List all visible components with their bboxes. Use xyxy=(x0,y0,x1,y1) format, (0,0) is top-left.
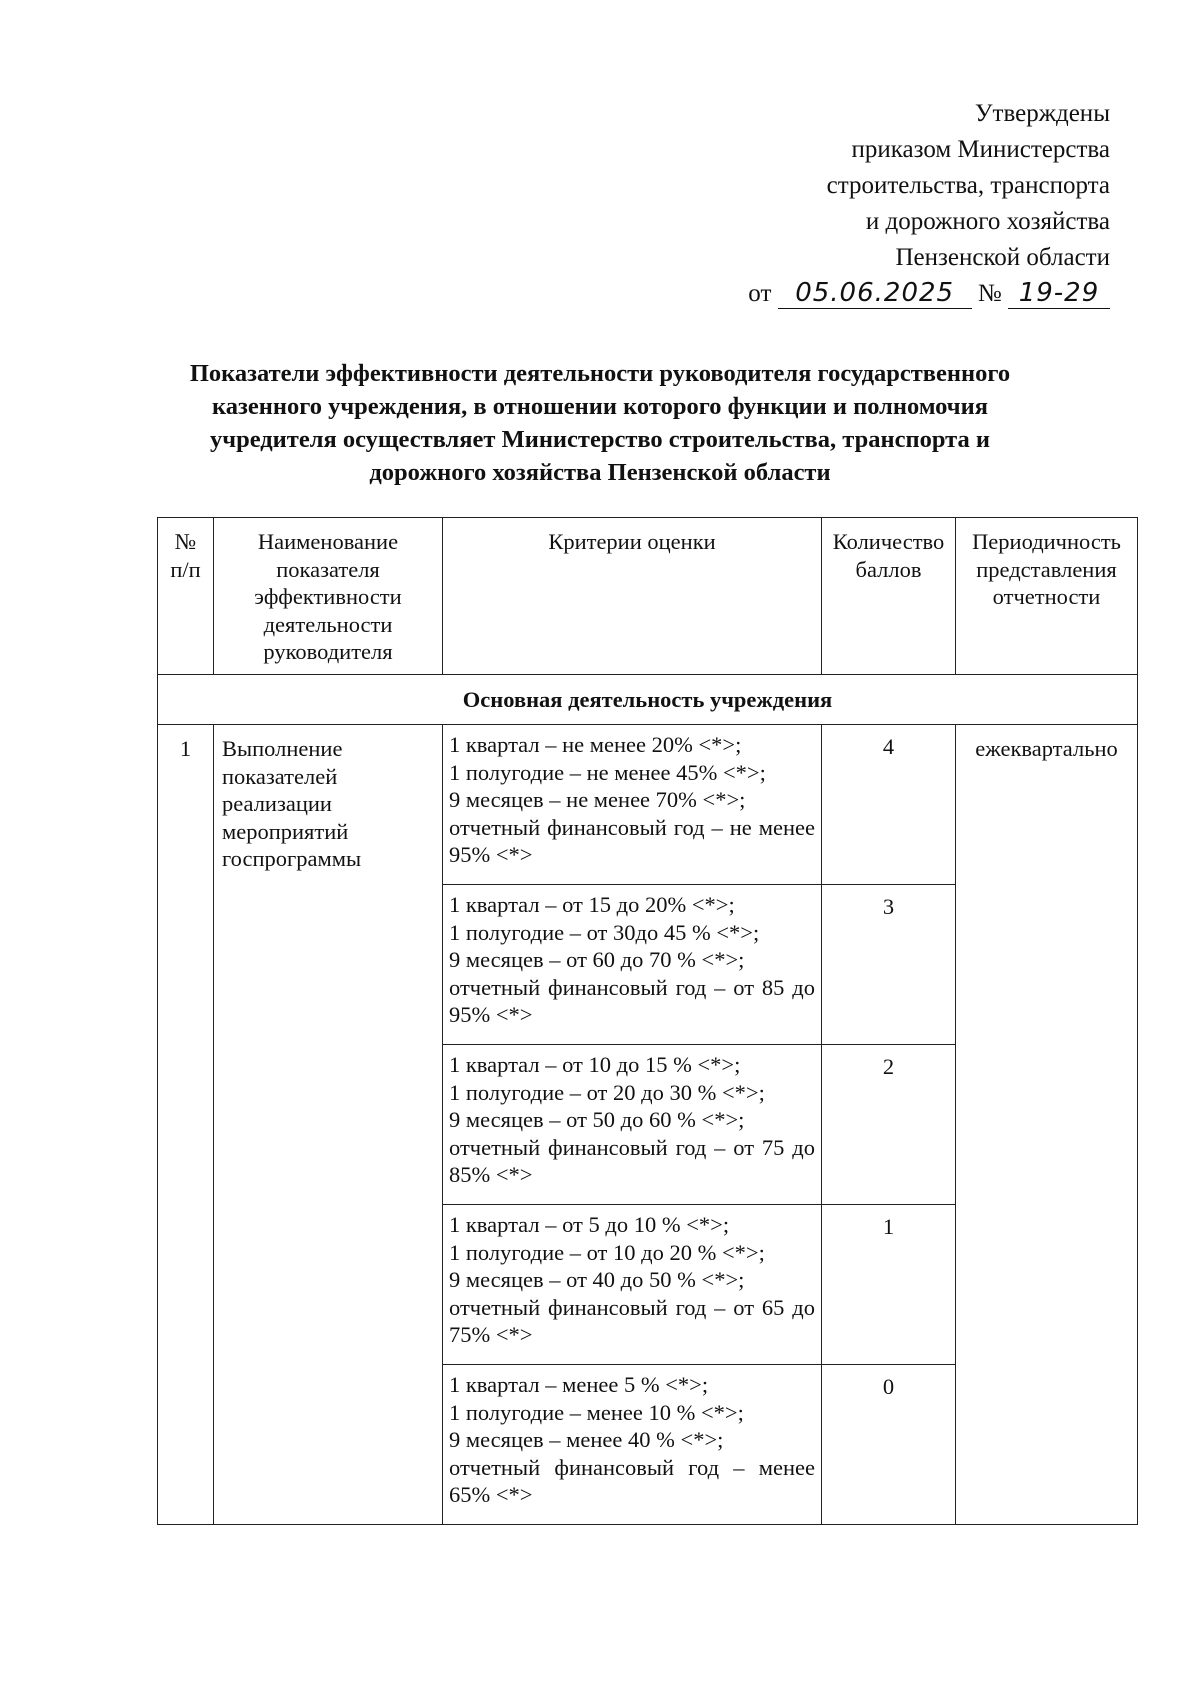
date-prefix: от xyxy=(748,280,772,307)
header-period: Периодичность представления отчетности xyxy=(956,518,1138,675)
approval-line: и дорожного хозяйства xyxy=(865,208,1110,235)
points-cell: 1 xyxy=(822,1205,956,1365)
row-number: 1 xyxy=(158,725,214,1525)
approval-date-line xyxy=(748,276,1110,312)
handwritten-number: 19-29 xyxy=(1008,278,1110,309)
section-title: Основная деятельность учреждения xyxy=(158,675,1138,725)
period-cell: ежеквартально xyxy=(956,725,1138,1525)
approval-block xyxy=(748,96,1110,312)
approval-line: Пензенской области xyxy=(895,244,1110,271)
header-name: Наименование показателя эффективности деятельности руководителя xyxy=(214,518,443,675)
criteria-cell: 1 квартал – менее 5 % <*>; 1 полугодие – менее 10 % <*>; 9 месяцев – менее 40 % <*>; отчетный финансовый год – менее 65% <*> xyxy=(443,1365,822,1525)
header-criteria: Критерии оценки xyxy=(443,518,822,675)
title-line: Показатели эффективности деятельности руководителя государственного xyxy=(189,360,1011,387)
criteria-cell: 1 квартал – от 5 до 10 % <*>; 1 полугодие – от 10 до 20 % <*>; 9 месяцев – от 40 до 50 % <*>; отчетный финансовый год – от 65 до 75% <*> xyxy=(443,1205,822,1365)
table-header-row xyxy=(158,518,1138,675)
header-num: № п/п xyxy=(158,518,214,675)
title-line: учредителя осуществляет Министерство строительства, транспорта и xyxy=(210,426,990,453)
criteria-cell: 1 квартал – от 15 до 20% <*>; 1 полугодие – от 30до 45 % <*>; 9 месяцев – от 60 до 70 % <*>; отчетный финансовый год – от 85 до 95% <*> xyxy=(443,885,822,1045)
header-points: Количество баллов xyxy=(822,518,956,675)
document-title xyxy=(100,357,1100,489)
title-line: дорожного хозяйства Пензенской области xyxy=(369,459,831,486)
points-cell: 3 xyxy=(822,885,956,1045)
handwritten-date: 05.06.2025 xyxy=(778,278,972,309)
approval-line: Утверждены xyxy=(974,100,1110,127)
indicator-name: Выполнение показателей реализации мероприятий госпрограммы xyxy=(214,725,443,1525)
points-cell: 0 xyxy=(822,1365,956,1525)
indicators-table xyxy=(157,517,1138,1525)
approval-line: строительства, транспорта xyxy=(826,172,1110,199)
points-cell: 4 xyxy=(822,725,956,885)
points-cell: 2 xyxy=(822,1045,956,1205)
criteria-cell: 1 квартал – не менее 20% <*>; 1 полугодие – не менее 45% <*>; 9 месяцев – не менее 70% <*>; отчетный финансовый год – не менее 95% <*> xyxy=(443,725,822,885)
title-line: казенного учреждения, в отношении которого функции и полномочия xyxy=(212,393,988,420)
approval-line: приказом Министерства xyxy=(851,136,1110,163)
table-row xyxy=(158,725,1138,885)
section-row xyxy=(158,675,1138,725)
criteria-cell: 1 квартал – от 10 до 15 % <*>; 1 полугодие – от 20 до 30 % <*>; 9 месяцев – от 50 до 60 % <*>; отчетный финансовый год – от 75 до 85% <*> xyxy=(443,1045,822,1205)
number-sign: № xyxy=(977,280,1002,307)
